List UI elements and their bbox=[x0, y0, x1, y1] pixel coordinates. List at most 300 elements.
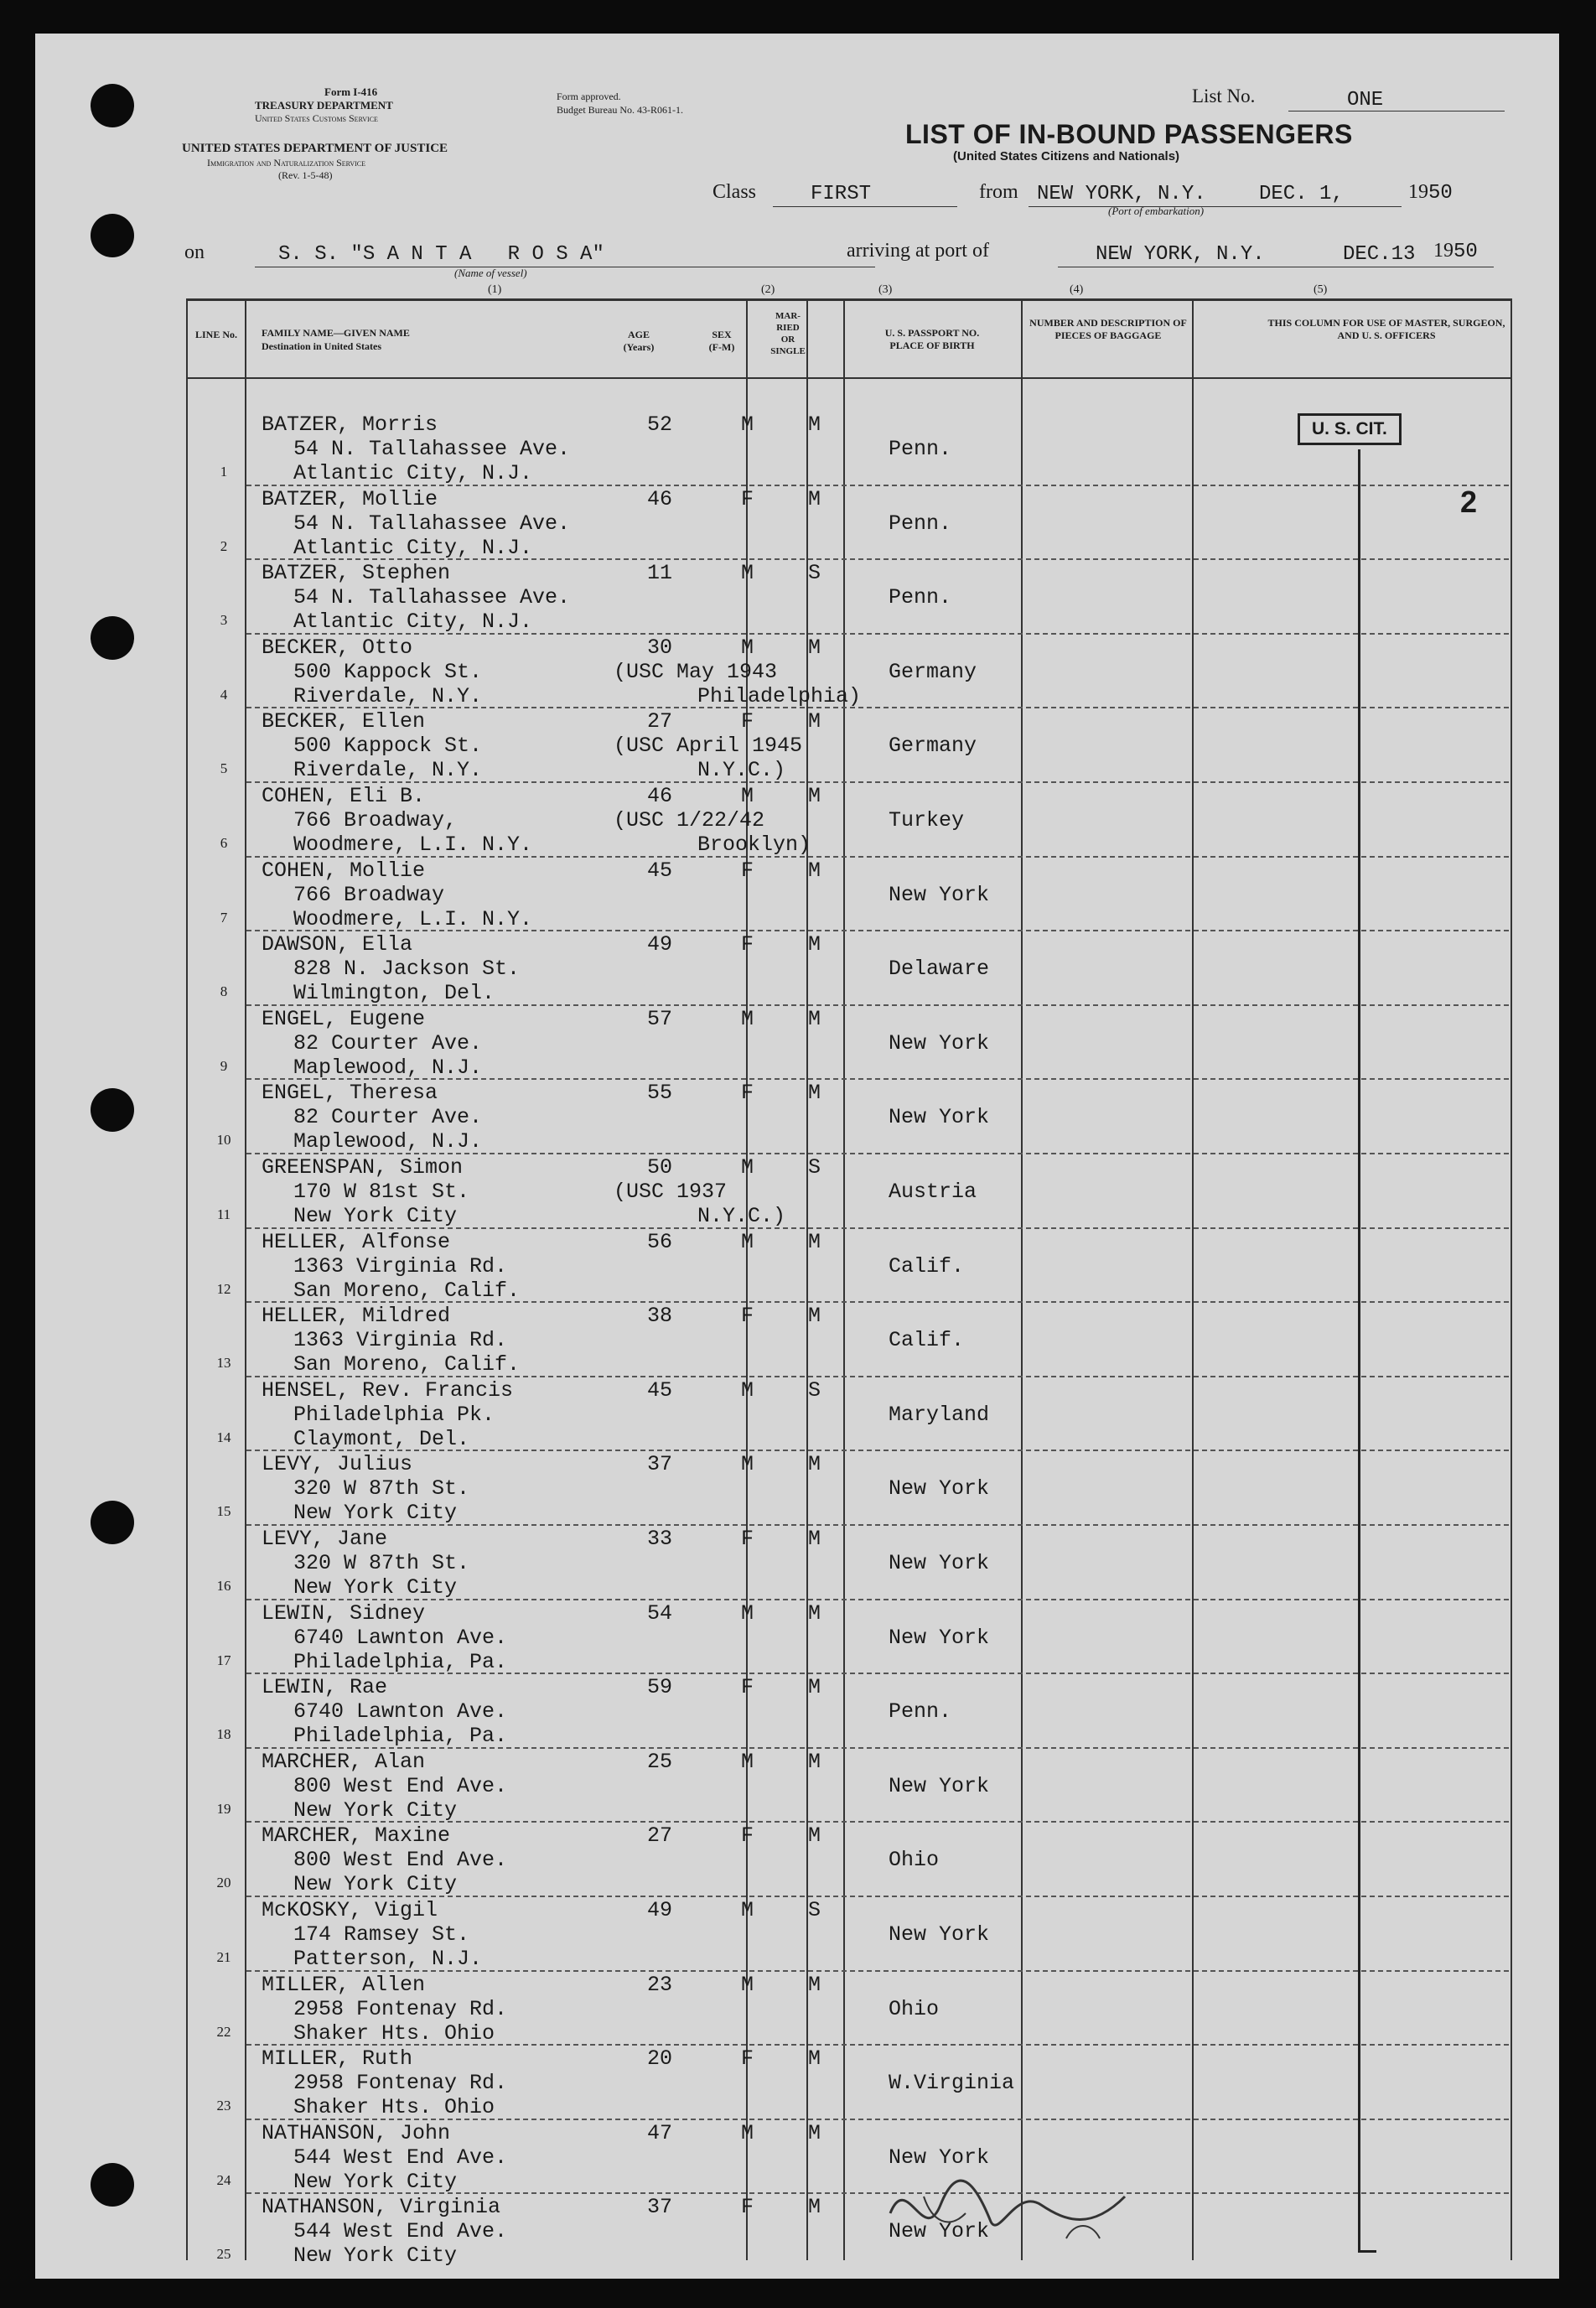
passenger-sex: M bbox=[741, 784, 754, 808]
place-of-birth: New York bbox=[889, 1030, 990, 1055]
row-divider bbox=[246, 1004, 1509, 1006]
place-of-birth: Penn. bbox=[889, 511, 952, 536]
row-divider bbox=[246, 558, 1509, 560]
arrival-port: NEW YORK, N.Y. bbox=[1096, 243, 1265, 266]
line-number: 22 bbox=[216, 2023, 231, 2040]
place-of-birth: New York bbox=[889, 882, 990, 907]
passenger-name: COHEN, Mollie bbox=[262, 858, 426, 883]
ins-name: Immigration and Naturalization Service bbox=[207, 157, 366, 169]
col-num-3: (3) bbox=[878, 283, 893, 296]
punch-hole bbox=[91, 214, 134, 257]
col-officers: THIS COLUMN FOR USE OF MASTER, SURGEON, AND U. S. OFFICERS bbox=[1267, 317, 1505, 341]
table-row bbox=[35, 932, 1559, 1006]
passenger-sex: F bbox=[741, 1304, 754, 1329]
address-line-2: Patterson, N.J. bbox=[293, 1947, 483, 1971]
customs-service: United States Customs Service bbox=[255, 112, 378, 124]
stamp-bracket-foot bbox=[1358, 2250, 1376, 2253]
passenger-age: 45 bbox=[647, 1377, 673, 1403]
address-line-1: 174 Ramsey St. bbox=[293, 1922, 470, 1947]
passenger-name: LEVY, Julius bbox=[262, 1452, 413, 1477]
line-number: 3 bbox=[220, 612, 228, 629]
row-divider bbox=[246, 1821, 1509, 1823]
row-divider bbox=[246, 1376, 1509, 1377]
place-of-birth: Ohio bbox=[889, 1996, 940, 2021]
line-number: 17 bbox=[216, 1652, 231, 1668]
line-number: 10 bbox=[216, 1132, 231, 1149]
place-of-birth: New York bbox=[889, 2219, 990, 2244]
col-num-2: (2) bbox=[761, 283, 775, 296]
table-row bbox=[35, 1155, 1559, 1229]
margin-number: 2 bbox=[1460, 485, 1478, 519]
address-line-2: New York City bbox=[293, 1204, 458, 1228]
row-divider bbox=[246, 707, 1509, 708]
marital-status: M bbox=[808, 635, 821, 660]
table-row bbox=[35, 1898, 1559, 1972]
line-number: 7 bbox=[220, 909, 228, 926]
marital-status: M bbox=[808, 1229, 821, 1254]
col-num-5: (5) bbox=[1314, 283, 1328, 296]
address-line-2: Riverdale, N.Y. bbox=[293, 758, 483, 783]
passenger-name: ENGEL, Eugene bbox=[262, 1006, 426, 1031]
marital-status: M bbox=[808, 1823, 821, 1849]
passenger-sex: M bbox=[741, 635, 754, 660]
from-value: NEW YORK, N.Y. bbox=[1037, 183, 1206, 205]
departure-date: DEC. 1, bbox=[1259, 183, 1344, 205]
passenger-age: 50 bbox=[647, 1155, 673, 1180]
col-baggage: NUMBER AND DESCRIPTION OF PIECES OF BAGGAGE bbox=[1029, 317, 1187, 341]
class-label: Class bbox=[712, 181, 757, 203]
marital-status: S bbox=[808, 561, 821, 586]
marital-status: M bbox=[808, 709, 821, 734]
address-line-2: Shaker Hts. Ohio bbox=[293, 2020, 495, 2046]
address-line-2: Woodmere, L.I. N.Y. bbox=[293, 906, 533, 931]
marital-status: M bbox=[808, 2195, 821, 2220]
passenger-name: BECKER, Otto bbox=[262, 635, 413, 660]
passenger-sex: F bbox=[741, 486, 754, 511]
address-line-1: 54 N. Tallahassee Ave. bbox=[293, 585, 571, 610]
place-of-birth: New York bbox=[889, 1625, 990, 1650]
address-line-2: Claymont, Del. bbox=[293, 1426, 470, 1451]
passenger-age: 11 bbox=[647, 561, 673, 586]
passenger-sex: M bbox=[741, 1229, 754, 1254]
address-line-2: Shaker Hts. Ohio bbox=[293, 2095, 495, 2120]
address-line-1: 320 W 87th St. bbox=[293, 1476, 470, 1501]
table-row bbox=[35, 1601, 1559, 1675]
address-line-1: 320 W 87th St. bbox=[293, 1551, 470, 1575]
line-number: 5 bbox=[220, 760, 228, 777]
passenger-name: BATZER, Mollie bbox=[262, 486, 438, 511]
marital-status: M bbox=[808, 858, 821, 883]
passenger-name: GREENSPAN, Simon bbox=[262, 1155, 464, 1180]
passenger-age: 55 bbox=[647, 1081, 673, 1106]
address-line-2: San Moreno, Calif. bbox=[293, 1278, 521, 1303]
table-row bbox=[35, 1081, 1559, 1154]
port-embarkation-caption: (Port of embarkation) bbox=[1108, 205, 1205, 217]
place-of-birth: Austria bbox=[889, 1180, 977, 1204]
punch-hole bbox=[91, 616, 134, 660]
passenger-sex: F bbox=[741, 1527, 754, 1551]
passenger-name: ENGEL, Theresa bbox=[262, 1081, 438, 1106]
passenger-name: BECKER, Ellen bbox=[262, 709, 426, 734]
passenger-name: HELLER, Mildred bbox=[262, 1304, 451, 1329]
address-line-2: New York City bbox=[293, 2169, 458, 2194]
line-number: 14 bbox=[216, 1429, 231, 1445]
place-of-birth: Germany bbox=[889, 659, 977, 684]
passenger-name: HELLER, Alfonse bbox=[262, 1229, 451, 1254]
place-of-birth: New York bbox=[889, 1922, 990, 1947]
naturalization-place: Brooklyn) bbox=[697, 832, 811, 857]
table-row bbox=[35, 487, 1559, 561]
address-line-1: 82 Courter Ave. bbox=[293, 1030, 483, 1055]
marital-status: M bbox=[808, 1749, 821, 1774]
line-number: 18 bbox=[216, 1726, 231, 1743]
line-number: 24 bbox=[216, 2171, 231, 2188]
stamp-bracket-line bbox=[1358, 449, 1360, 2252]
place-of-birth: New York bbox=[889, 1773, 990, 1798]
vessel-name: S. S. "S A N T A R O S A" bbox=[278, 243, 604, 266]
address-line-2: Maplewood, N.J. bbox=[293, 1129, 483, 1154]
col-age: AGE (Years) bbox=[623, 329, 655, 353]
address-line-1: 6740 Lawnton Ave. bbox=[293, 1699, 508, 1725]
line-number: 19 bbox=[216, 1800, 231, 1817]
line-number: 9 bbox=[220, 1057, 228, 1074]
passenger-sex: F bbox=[741, 1823, 754, 1849]
naturalization-place: N.Y.C.) bbox=[697, 1204, 786, 1228]
place-of-birth: Penn. bbox=[889, 585, 952, 610]
address-line-1: 82 Courter Ave. bbox=[293, 1105, 483, 1130]
address-line-1: 2958 Fontenay Rd. bbox=[293, 1996, 508, 2021]
passenger-age: 25 bbox=[647, 1749, 673, 1774]
manifest-sheet bbox=[35, 34, 1559, 2279]
marital-status: M bbox=[808, 1527, 821, 1551]
list-no-label: List No. bbox=[1192, 86, 1256, 106]
passenger-age: 54 bbox=[647, 1600, 673, 1626]
marital-status: M bbox=[808, 1675, 821, 1700]
address-line-2: Atlantic City, N.J. bbox=[293, 535, 533, 560]
handwritten-signature bbox=[873, 2155, 1192, 2264]
passenger-age: 33 bbox=[647, 1527, 673, 1551]
address-line-1: 6740 Lawnton Ave. bbox=[293, 1625, 508, 1650]
address-line-2: New York City bbox=[293, 1872, 458, 1897]
place-of-birth: Turkey bbox=[889, 808, 965, 832]
passenger-name: MILLER, Allen bbox=[262, 1972, 426, 1997]
line-number: 23 bbox=[216, 2098, 231, 2114]
line-number: 12 bbox=[216, 1280, 231, 1297]
table-row bbox=[35, 709, 1559, 783]
table-row bbox=[35, 2046, 1559, 2120]
table-row bbox=[35, 1973, 1559, 2046]
table-row bbox=[35, 858, 1559, 932]
row-divider bbox=[246, 1599, 1509, 1600]
marital-status: M bbox=[808, 1452, 821, 1477]
address-line-1: 1363 Virginia Rd. bbox=[293, 1253, 508, 1278]
place-of-birth: Germany bbox=[889, 734, 977, 759]
table-row bbox=[35, 1452, 1559, 1526]
form-number: Form I-416 bbox=[324, 86, 378, 98]
col-name: FAMILY NAME—GIVEN NAME bbox=[262, 327, 410, 339]
line-number: 21 bbox=[216, 1949, 231, 1965]
passenger-name: MARCHER, Alan bbox=[262, 1749, 426, 1774]
passenger-sex: M bbox=[741, 1749, 754, 1774]
line-number: 6 bbox=[220, 835, 228, 851]
marital-status: M bbox=[808, 784, 821, 808]
address-line-1: Philadelphia Pk. bbox=[293, 1402, 495, 1427]
passenger-name: LEWIN, Rae bbox=[262, 1675, 388, 1700]
address-line-2: Riverdale, N.Y. bbox=[293, 683, 483, 708]
address-line-1: 54 N. Tallahassee Ave. bbox=[293, 511, 571, 536]
line-number: 16 bbox=[216, 1578, 231, 1594]
passenger-age: 56 bbox=[647, 1229, 673, 1254]
passenger-sex: F bbox=[741, 932, 754, 957]
passenger-name: NATHANSON, John bbox=[262, 2120, 451, 2145]
table-row bbox=[35, 561, 1559, 635]
row-divider bbox=[246, 1227, 1509, 1229]
row-divider bbox=[246, 2119, 1509, 2120]
address-line-1: 500 Kappock St. bbox=[293, 659, 483, 684]
table-row bbox=[35, 635, 1559, 709]
col-passport: U. S. PASSPORT NO. PLACE OF BIRTH bbox=[884, 327, 980, 351]
passenger-age: 27 bbox=[647, 709, 673, 734]
address-line-2: Atlantic City, N.J. bbox=[293, 609, 533, 635]
address-line-2: Atlantic City, N.J. bbox=[293, 461, 533, 485]
marital-status: M bbox=[808, 1600, 821, 1626]
row-divider bbox=[246, 1747, 1509, 1749]
place-of-birth: Ohio bbox=[889, 1848, 940, 1873]
line-number: 13 bbox=[216, 1355, 231, 1372]
naturalization-note: (USC 1937 bbox=[614, 1180, 728, 1204]
address-line-2: Wilmington, Del. bbox=[293, 981, 495, 1006]
marital-status: M bbox=[808, 1006, 821, 1031]
table-row bbox=[35, 1007, 1559, 1081]
justice-dept: UNITED STATES DEPARTMENT OF JUSTICE bbox=[182, 142, 448, 155]
passenger-name: MILLER, Ruth bbox=[262, 2046, 413, 2072]
line-number: 20 bbox=[216, 1875, 231, 1891]
address-line-1: 54 N. Tallahassee Ave. bbox=[293, 437, 571, 461]
arrival-date: DEC.13 bbox=[1343, 243, 1416, 266]
address-line-1: 544 West End Ave. bbox=[293, 2145, 508, 2170]
place-of-birth: Calif. bbox=[889, 1328, 965, 1353]
marital-status: S bbox=[808, 1155, 821, 1180]
passenger-name: BATZER, Stephen bbox=[262, 561, 451, 586]
passenger-sex: M bbox=[741, 1155, 754, 1180]
address-line-1: 544 West End Ave. bbox=[293, 2219, 508, 2244]
passenger-sex: M bbox=[741, 1600, 754, 1626]
passenger-sex: F bbox=[741, 2046, 754, 2072]
passenger-sex: M bbox=[741, 1006, 754, 1031]
punch-hole bbox=[91, 1088, 134, 1132]
marital-status: M bbox=[808, 1304, 821, 1329]
place-of-birth: Calif. bbox=[889, 1253, 965, 1278]
address-line-2: San Moreno, Calif. bbox=[293, 1352, 521, 1377]
row-divider bbox=[246, 856, 1509, 858]
line-number: 8 bbox=[220, 983, 228, 1000]
on-label: on bbox=[184, 241, 205, 263]
passenger-age: 27 bbox=[647, 1823, 673, 1849]
passenger-name: MARCHER, Maxine bbox=[262, 1823, 451, 1849]
marital-status: S bbox=[808, 1898, 821, 1922]
row-divider bbox=[246, 1301, 1509, 1303]
passenger-sex: F bbox=[741, 709, 754, 734]
table-row bbox=[35, 1378, 1559, 1452]
passenger-sex: M bbox=[741, 2120, 754, 2145]
passenger-age: 30 bbox=[647, 635, 673, 660]
passenger-sex: M bbox=[741, 561, 754, 586]
form-approved: Form approved. bbox=[557, 91, 621, 102]
address-line-2: Philadelphia, Pa. bbox=[293, 1724, 508, 1749]
line-number: 1 bbox=[220, 464, 228, 480]
table-row bbox=[35, 1675, 1559, 1749]
passenger-sex: F bbox=[741, 1081, 754, 1106]
passenger-sex: F bbox=[741, 2195, 754, 2220]
passenger-sex: F bbox=[741, 1675, 754, 1700]
col-married: MAR-RIED OR SINGLE bbox=[770, 311, 806, 356]
row-divider bbox=[246, 1078, 1509, 1080]
col-name-sub: Destination in United States bbox=[262, 340, 382, 352]
table-row bbox=[35, 1750, 1559, 1823]
passenger-age: 52 bbox=[647, 412, 673, 437]
address-line-1: 170 W 81st St. bbox=[293, 1180, 470, 1204]
passenger-age: 49 bbox=[647, 932, 673, 957]
list-no-value: ONE bbox=[1347, 89, 1384, 112]
passenger-name: LEVY, Jane bbox=[262, 1527, 388, 1551]
naturalization-place: N.Y.C.) bbox=[697, 758, 786, 783]
naturalization-note: (USC April 1945 bbox=[614, 734, 803, 759]
place-of-birth: New York bbox=[889, 1105, 990, 1130]
row-divider bbox=[246, 2044, 1509, 2046]
address-line-2: New York City bbox=[293, 1797, 458, 1823]
vessel-caption: (Name of vessel) bbox=[454, 267, 527, 279]
passenger-age: 47 bbox=[647, 2120, 673, 2145]
passenger-age: 57 bbox=[647, 1006, 673, 1031]
address-line-1: 800 West End Ave. bbox=[293, 1773, 508, 1798]
address-line-1: 766 Broadway, bbox=[293, 808, 458, 832]
passenger-age: 20 bbox=[647, 2046, 673, 2072]
address-line-1: 2958 Fontenay Rd. bbox=[293, 2071, 508, 2096]
place-of-birth: W.Virginia bbox=[889, 2071, 1015, 2096]
marital-status: M bbox=[808, 1081, 821, 1106]
marital-status: M bbox=[808, 932, 821, 957]
place-of-birth: Penn. bbox=[889, 437, 952, 461]
table-row bbox=[35, 1230, 1559, 1304]
line-number: 11 bbox=[216, 1206, 231, 1222]
passenger-age: 46 bbox=[647, 486, 673, 511]
passenger-age: 23 bbox=[647, 1972, 673, 1997]
marital-status: M bbox=[808, 2046, 821, 2072]
from-label: from bbox=[979, 181, 1018, 203]
passenger-name: HENSEL, Rev. Francis bbox=[262, 1377, 514, 1403]
passenger-name: DAWSON, Ella bbox=[262, 932, 413, 957]
address-line-2: New York City bbox=[293, 2243, 458, 2269]
marital-status: M bbox=[808, 486, 821, 511]
row-divider bbox=[246, 1450, 1509, 1451]
address-line-2: New York City bbox=[293, 1501, 458, 1526]
address-line-1: 500 Kappock St. bbox=[293, 734, 483, 759]
marital-status: M bbox=[808, 2120, 821, 2145]
address-line-1: 1363 Virginia Rd. bbox=[293, 1328, 508, 1353]
place-of-birth: New York bbox=[889, 1476, 990, 1501]
table-row bbox=[35, 1823, 1559, 1897]
table-row bbox=[35, 1527, 1559, 1600]
place-of-birth: Penn. bbox=[889, 1699, 952, 1725]
passenger-sex: F bbox=[741, 858, 754, 883]
passenger-name: LEWIN, Sidney bbox=[262, 1600, 426, 1626]
passenger-age: 38 bbox=[647, 1304, 673, 1329]
address-line-1: 800 West End Ave. bbox=[293, 1848, 508, 1873]
arriving-label: arriving at port of bbox=[847, 240, 989, 262]
passenger-rows bbox=[35, 34, 1559, 2279]
line-number: 25 bbox=[216, 2246, 231, 2263]
row-divider bbox=[246, 1673, 1509, 1674]
col-line-no: LINE No. bbox=[194, 329, 237, 340]
place-of-birth: New York bbox=[889, 1551, 990, 1575]
line-number: 15 bbox=[216, 1503, 231, 1520]
table-row bbox=[35, 2195, 1559, 2269]
table-row bbox=[35, 784, 1559, 858]
year-prefix: 1950 bbox=[1408, 181, 1453, 205]
treasury-dept: TREASURY DEPARTMENT bbox=[255, 99, 393, 112]
address-line-1: 766 Broadway bbox=[293, 882, 445, 907]
row-divider bbox=[246, 1896, 1509, 1897]
passenger-age: 37 bbox=[647, 1452, 673, 1477]
document-subtitle: (United States Citizens and Nationals) bbox=[953, 149, 1180, 163]
row-divider bbox=[246, 781, 1509, 783]
punch-hole bbox=[91, 2163, 134, 2207]
passenger-age: 46 bbox=[647, 784, 673, 808]
passenger-sex: M bbox=[741, 1377, 754, 1403]
marital-status: M bbox=[808, 412, 821, 437]
class-value: FIRST bbox=[811, 183, 872, 205]
table-row bbox=[35, 2121, 1559, 2195]
punch-hole bbox=[91, 84, 134, 127]
address-line-2: New York City bbox=[293, 1575, 458, 1600]
passenger-age: 49 bbox=[647, 1898, 673, 1922]
punch-hole bbox=[91, 1501, 134, 1544]
passenger-name: BATZER, Morris bbox=[262, 412, 438, 437]
passenger-age: 37 bbox=[647, 2195, 673, 2220]
table-row bbox=[35, 1304, 1559, 1377]
passenger-name: COHEN, Eli B. bbox=[262, 784, 426, 808]
budget-bureau: Budget Bureau No. 43-R061-1. bbox=[557, 104, 683, 116]
marital-status: S bbox=[808, 1377, 821, 1403]
place-of-birth: New York bbox=[889, 2145, 990, 2170]
passenger-age: 59 bbox=[647, 1675, 673, 1700]
line-number: 2 bbox=[220, 537, 228, 554]
line-number: 4 bbox=[220, 686, 228, 703]
naturalization-place: Philadelphia) bbox=[697, 683, 862, 708]
row-divider bbox=[246, 1524, 1509, 1526]
row-divider bbox=[246, 1970, 1509, 1972]
address-line-1: 828 N. Jackson St. bbox=[293, 957, 521, 982]
row-divider bbox=[246, 1153, 1509, 1154]
col-sex: SEX (F-M) bbox=[708, 329, 735, 353]
naturalization-note: (USC May 1943 bbox=[614, 659, 778, 684]
address-line-2: Maplewood, N.J. bbox=[293, 1055, 483, 1080]
col-num-1: (1) bbox=[488, 283, 502, 296]
passenger-sex: M bbox=[741, 1972, 754, 1997]
place-of-birth: Maryland bbox=[889, 1402, 990, 1427]
passenger-age: 45 bbox=[647, 858, 673, 883]
passenger-sex: M bbox=[741, 1898, 754, 1922]
form-revision: (Rev. 1-5-48) bbox=[278, 169, 333, 181]
address-line-2: Philadelphia, Pa. bbox=[293, 1649, 508, 1674]
row-divider bbox=[246, 633, 1509, 635]
us-citizen-stamp: U. S. CIT. bbox=[1298, 413, 1402, 445]
address-line-2: Woodmere, L.I. N.Y. bbox=[293, 832, 533, 857]
arrival-year-field: 1950 bbox=[1433, 240, 1478, 263]
marital-status: M bbox=[808, 1972, 821, 1997]
passenger-name: NATHANSON, Virginia bbox=[262, 2195, 501, 2220]
passenger-sex: M bbox=[741, 412, 754, 437]
